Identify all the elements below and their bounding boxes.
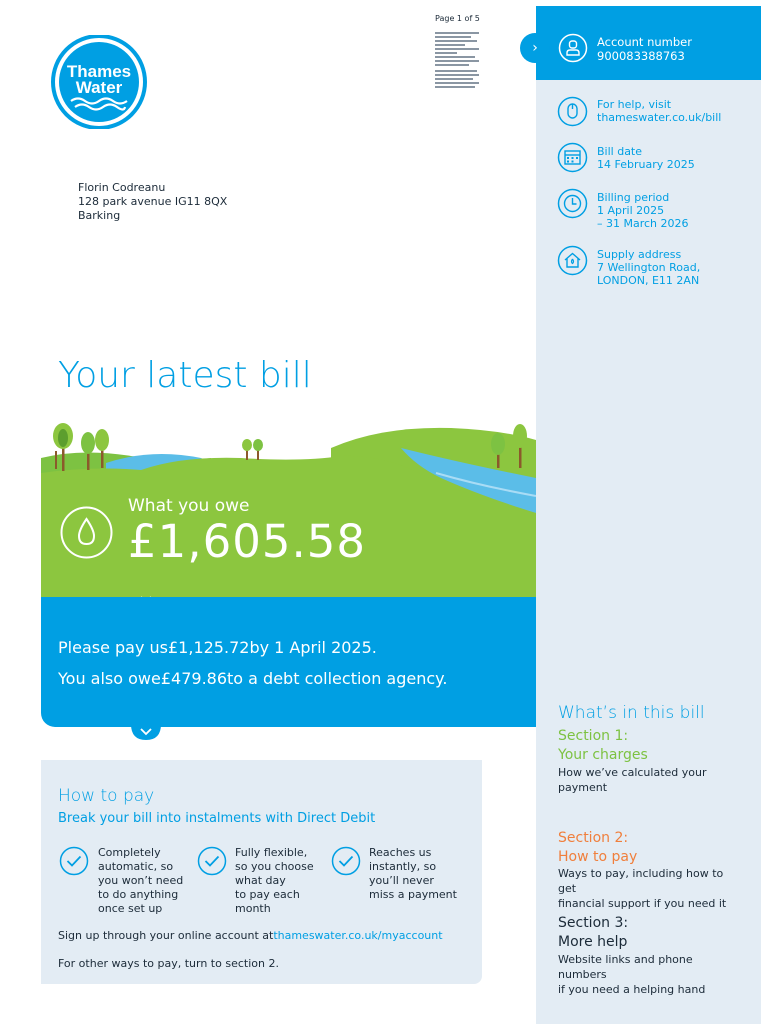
house-icon xyxy=(557,245,588,276)
bill-date-value: 14 February 2025 xyxy=(597,158,695,171)
supply-address-block xyxy=(597,248,700,287)
benefit-2-line: Fully flexible, xyxy=(235,846,308,859)
check-circle-icon xyxy=(197,846,227,876)
section-2-description xyxy=(558,866,743,911)
section-1-desc-line: payment xyxy=(558,781,608,794)
help-link[interactable]: thameswater.co.uk/bill xyxy=(597,111,722,124)
account-number-block xyxy=(597,35,692,63)
benefit-1-line: Completely xyxy=(98,846,161,859)
bill-date-label: Bill date xyxy=(597,145,643,158)
page-title: Your latest bill xyxy=(58,355,312,396)
supply-address-label: Supply address xyxy=(597,248,682,261)
section-1-description xyxy=(558,765,743,795)
debt-amount: £479.86 xyxy=(160,669,228,688)
whats-in-bill-title: What’s in this bill xyxy=(558,703,705,723)
clock-icon xyxy=(557,188,588,219)
benefit-2-line: so you choose xyxy=(235,860,314,873)
benefit-3-line: Reaches us xyxy=(369,846,432,859)
recipient-address-line2: Barking xyxy=(78,209,121,222)
benefit-2 xyxy=(235,846,314,916)
barcode-icon xyxy=(435,32,481,88)
how-to-pay-subtitle: Break your bill into instalments with Direct Debit xyxy=(58,811,376,826)
benefit-1-line: you won’t need xyxy=(98,874,184,887)
section-2-desc-line: financial support if you need it xyxy=(558,897,727,910)
section-3-desc-line: if you need a helping hand xyxy=(558,983,706,996)
benefit-2-line: to pay each xyxy=(235,888,300,901)
how-to-pay-title: How to pay xyxy=(58,786,155,806)
pay-line-1-suffix: by 1 April 2025. xyxy=(249,638,377,657)
benefit-1-line: automatic, so xyxy=(98,860,174,873)
pay-line-1 xyxy=(58,638,377,657)
recipient-address xyxy=(78,181,227,223)
billing-period-label: Billing period xyxy=(597,191,670,204)
benefit-3-line: you’ll never xyxy=(369,874,434,887)
signup-text xyxy=(58,929,443,942)
help-block xyxy=(597,98,721,124)
pay-line-1-prefix: Please pay us xyxy=(58,638,168,657)
chevron-right-icon: › xyxy=(520,33,550,63)
user-icon xyxy=(558,33,588,63)
pay-line-2-suffix: to a debt collection agency. xyxy=(227,669,448,688)
billing-period-start: 1 April 2025 xyxy=(597,204,665,217)
section-1-desc-line: How we’ve calculated your xyxy=(558,766,707,779)
benefit-3 xyxy=(369,846,457,902)
what-you-owe-amount: £1,605.58 xyxy=(128,515,367,568)
account-number-value: 900083388763 xyxy=(597,49,685,63)
recipient-address-line1: 128 park avenue IG11 8QX xyxy=(78,195,228,208)
section-2-name: How to pay xyxy=(558,849,638,865)
help-label: For help, visit xyxy=(597,98,672,111)
other-ways-text: For other ways to pay, turn to section 2. xyxy=(58,957,279,970)
page-number: Page 1 of 5 xyxy=(435,14,480,23)
pay-amount-due: £1,125.72 xyxy=(168,638,250,657)
what-you-owe-label: What you owe xyxy=(128,496,250,516)
section-1-name: Your charges xyxy=(558,747,648,763)
check-circle-icon xyxy=(59,846,89,876)
thames-water-logo xyxy=(49,35,149,129)
section-3-description xyxy=(558,952,743,997)
section-2-number: Section 2: xyxy=(558,830,629,846)
landscape-illustration xyxy=(41,418,536,598)
benefit-3-line: instantly, so xyxy=(369,860,437,873)
myaccount-link[interactable]: thameswater.co.uk/myaccount xyxy=(273,929,443,942)
benefit-3-line: miss a payment xyxy=(369,888,457,901)
chevron-down-icon xyxy=(131,724,161,740)
pay-line-2-prefix: You also owe xyxy=(58,669,161,688)
signup-label: Sign up through your online account at xyxy=(58,929,274,942)
supply-address-line2: LONDON, E11 2AN xyxy=(597,274,700,287)
payment-panel xyxy=(41,597,536,727)
billing-period-end: – 31 March 2026 xyxy=(597,217,689,230)
benefit-2-line: month xyxy=(235,902,271,915)
section-3-name: More help xyxy=(558,934,628,950)
pay-line-2 xyxy=(58,669,447,688)
billing-period-block xyxy=(597,191,689,230)
account-number-label: Account number xyxy=(597,35,692,49)
logo-line2: Water xyxy=(75,78,123,97)
logo-line1: Thames xyxy=(66,62,132,81)
section-3-desc-line: Website links and phone numbers xyxy=(558,953,693,981)
mouse-icon xyxy=(557,96,588,127)
benefit-1-line: once set up xyxy=(98,902,163,915)
recipient-name: Florin Codreanu xyxy=(78,181,166,194)
section-1-number: Section 1: xyxy=(558,728,629,744)
water-drop-icon xyxy=(60,506,113,559)
supply-address-line1: 7 Wellington Road, xyxy=(597,261,701,274)
benefit-1 xyxy=(98,846,183,916)
check-circle-icon xyxy=(331,846,361,876)
benefit-1-line: to do anything xyxy=(98,888,179,901)
calendar-icon xyxy=(557,142,588,173)
section-2-desc-line: Ways to pay, including how to get xyxy=(558,867,724,895)
benefit-2-line: what day xyxy=(235,874,286,887)
bill-date-block xyxy=(597,145,695,171)
section-3-number: Section 3: xyxy=(558,915,629,931)
